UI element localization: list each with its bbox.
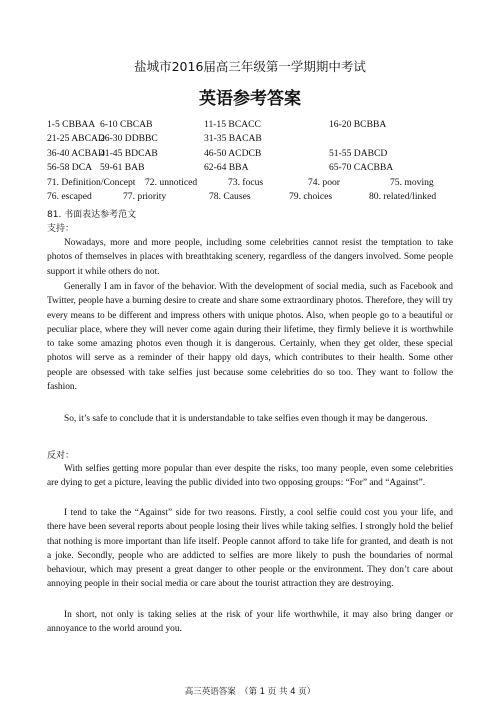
answer-item: 72. unnoticed [145, 176, 198, 188]
oppose-label: 反对： [47, 451, 75, 461]
answer-row [47, 176, 467, 190]
oppose-paragraph-1: With selfies getting more popular than ever despite the risks, too many people, even some celebrities are dying to get a picture, leaving the public divided into two opposing groups: “For” and “Against”. [47, 464, 453, 489]
oppose-paragraph-3: In short, not only is taking selies at the risk of your life worthwhile, it may also bring danger or annoyance to the world around you. [47, 610, 453, 635]
answer-item: 6-10 CBCAB [100, 119, 153, 130]
answer-row [47, 132, 467, 146]
oppose-paragraph-2: I tend to take the “Against” side for two reasons. Firstly, a cool selfie could cost you your life, and there have been several reports about people losing their lives while taking selfies. I strongly hold the belief that nothing is more important than life itself. People cannot afford to take life for granted, and death is not a joke. Secondly, people who are addicted to selfies are more likely to push the boundaries of normal behaviour, which may present a great danger to other people or the environment. They don’t care about annoying people in their social media or care about the tourist attraction they are destroying. [47, 508, 453, 590]
answer-item: 79. choices [289, 190, 333, 202]
answer-item: 56-58 DCA [47, 162, 93, 174]
answer-key-title: 英语参考答案 [199, 89, 301, 109]
essay-heading: 81. 书面表达参考范文 [47, 210, 137, 220]
answer-item: 26-30 DDBBC [100, 133, 158, 145]
answer-item: 76. escaped [47, 190, 92, 202]
answer-item: 80. related/linked [369, 190, 437, 202]
answer-item: 16-20 BCBBA [329, 119, 387, 130]
answer-item: 75. moving [390, 176, 434, 188]
answer-row [47, 147, 467, 161]
answer-item: 51-55 DABCD [329, 147, 388, 159]
exam-title: 盐城市2016届高三年级第一学期期中考试 [134, 59, 366, 74]
answer-item: 74. poor [308, 176, 340, 188]
answer-row [47, 118, 467, 132]
answer-item: 46-50 ACDCB [204, 147, 262, 159]
answer-key-block [47, 118, 467, 204]
answer-item: 36-40 ACBAD [47, 147, 105, 159]
answer-item: 59-61 BAB [100, 162, 145, 174]
answer-item: 21-25 ABCAD [47, 133, 105, 145]
support-label: 支持： [47, 224, 75, 234]
answer-item: 11-15 BCACC [204, 119, 261, 130]
answer-row [47, 161, 467, 175]
answer-item: 71. Definition/Concept [47, 176, 136, 188]
answer-item: 62-64 BBA [204, 162, 249, 174]
answer-item: 1-5 CBBAA [47, 119, 96, 130]
page-footer: 高三英语答案 （第 1 页 共 4 页） [184, 687, 316, 697]
answer-item: 31-35 BACAB [204, 133, 262, 145]
answer-item: 41-45 BDCAB [100, 147, 158, 159]
answer-item: 73. focus [228, 176, 264, 188]
support-paragraph-3: So, it’s safe to conclude that it is understandable to take selfies even though it may be dangerous. [64, 414, 428, 424]
support-paragraph-1: Nowadays, more and more people, including some celebrities cannot resist the temptation to take photos of themselves in places with breathtaking scenery, regardless of the dangers involved. Some people support it while others do not. [47, 238, 453, 277]
answer-item: 77. priority [123, 190, 167, 202]
support-paragraph-2: Generally I am in favor of the behavior. With the development of social media, such as Facebook and Twitter, people have a burning desire to create and share some extraordinary photos. Therefore, they will try every means to be different and impress others with unique photos. Also, when people go to a beautiful or peculiar place, where they will never come again during their lifetime, they firmly believe it is worthwhile to take some amazing photos even though it is dangerous. Certainly, when they get older, these special photos will serve as a reminder of their happy old days, which contributes to their health. Some other people are obsessed with take selfies just because some celebrities do so too. They want to follow the fashion. [47, 282, 453, 393]
answer-item: 65-70 CACBBA [329, 162, 394, 174]
answer-item: 78. Causes [209, 190, 251, 202]
answer-row [47, 190, 467, 204]
